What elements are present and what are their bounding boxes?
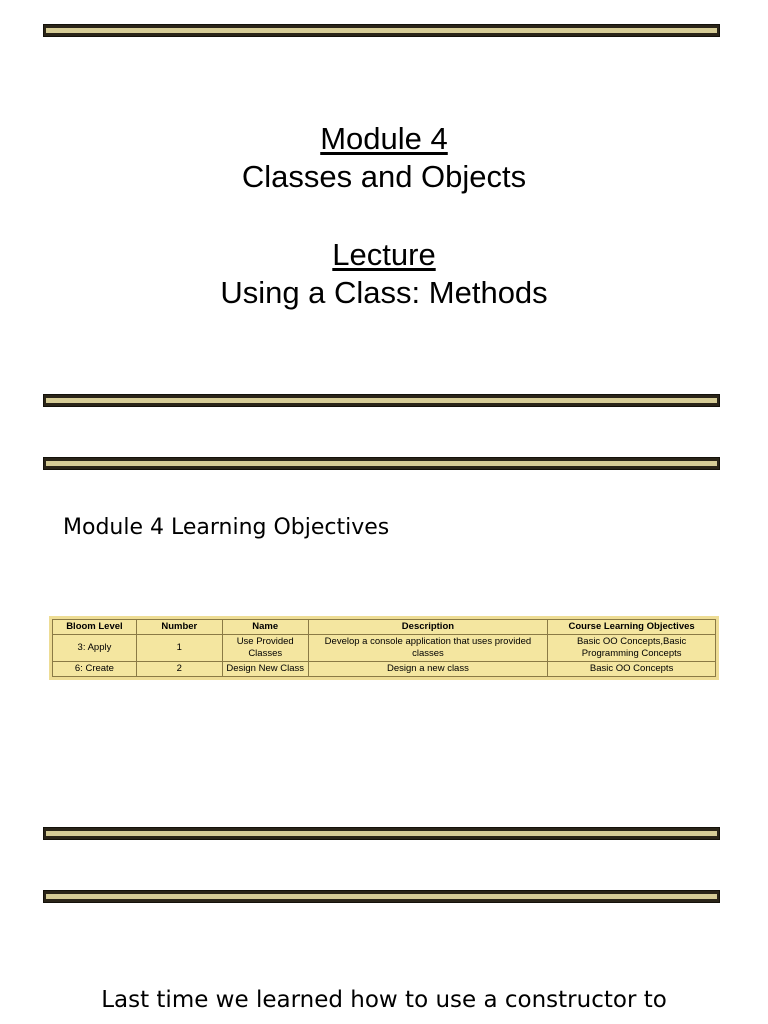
table-cell: Use Provided Classes xyxy=(222,635,308,662)
table-cell: Develop a console application that uses provided classes xyxy=(308,635,548,662)
column-header: Course Learning Objectives xyxy=(548,620,716,635)
slide-top-divider-bar xyxy=(43,24,720,37)
table-cell: Design a new class xyxy=(308,662,548,677)
table-cell: 3: Apply xyxy=(53,635,137,662)
column-header: Number xyxy=(136,620,222,635)
slide-top-divider-bar xyxy=(43,890,720,903)
slide-bottom-divider-bar xyxy=(43,394,720,407)
column-header: Description xyxy=(308,620,548,635)
module-title: Module 4 xyxy=(320,121,448,156)
lecture-subtitle: Using a Class: Methods xyxy=(220,275,548,310)
slide-bottom-divider-bar xyxy=(43,827,720,840)
table-cell: Basic OO Concepts,Basic Programming Concepts xyxy=(548,635,716,662)
slide3-body-text: Last time we learned how to use a constructor to xyxy=(101,987,667,1013)
table-cell: 2 xyxy=(136,662,222,677)
table-row xyxy=(53,635,716,662)
table-row xyxy=(53,662,716,677)
lecture-title: Lecture xyxy=(332,237,436,272)
column-header: Name xyxy=(222,620,308,635)
objectives-heading: Module 4 Learning Objectives xyxy=(63,515,390,540)
learning-objectives-table xyxy=(52,619,716,677)
lecture-title-block xyxy=(0,236,768,312)
table-cell: Basic OO Concepts xyxy=(548,662,716,677)
module-subtitle: Classes and Objects xyxy=(241,159,527,194)
table-cell: 6: Create xyxy=(53,662,137,677)
slide-top-divider-bar xyxy=(43,457,720,470)
module-title-block xyxy=(0,120,768,196)
table-cell: Design New Class xyxy=(222,662,308,677)
table-cell: 1 xyxy=(136,635,222,662)
column-header: Bloom Level xyxy=(53,620,137,635)
table-header-row xyxy=(53,620,716,635)
